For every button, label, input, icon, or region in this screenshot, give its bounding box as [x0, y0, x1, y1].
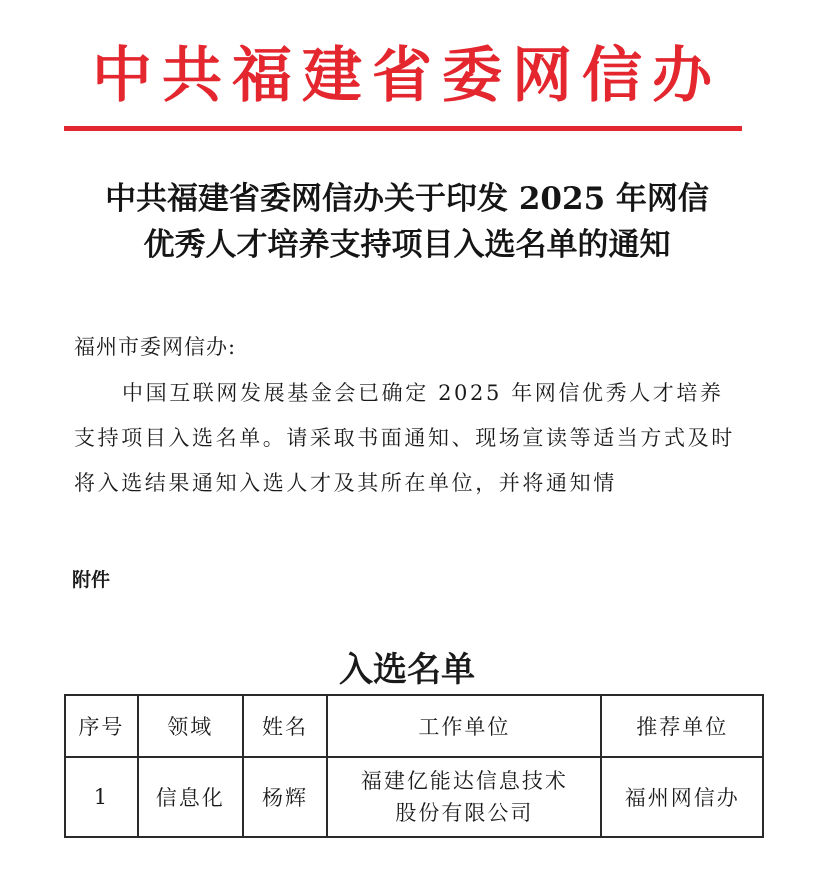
- cell-employer-line-1: 福建亿能达信息技术: [360, 769, 568, 793]
- column-header-recommender: 推荐单位: [601, 695, 763, 757]
- salutation: 福州市委网信办:: [74, 335, 237, 359]
- attachment-label: 附件: [72, 569, 111, 591]
- selection-table: [64, 694, 764, 838]
- letterhead-red-rule: [64, 126, 742, 131]
- column-header-name: 姓名: [243, 695, 328, 757]
- letterhead-title: 中共福建省委网信办: [92, 41, 722, 111]
- body-paragraph: 中国互联网发展基金会已确定 2025 年网信优秀人才培养支持项目入选名单。请采取书面通知、现场宣读等适当方式及时将入选结果通知入选人才及其所在单位，并将通知情: [74, 381, 735, 495]
- document-title: [0, 176, 814, 268]
- cell-employer: [327, 757, 601, 837]
- column-header-employer: 工作单位: [327, 695, 601, 757]
- cell-field: 信息化: [138, 757, 243, 837]
- document-title-line-2: 优秀人才培养支持项目入选名单的通知: [143, 227, 671, 263]
- table-header-row: [65, 695, 763, 757]
- table-row: [65, 757, 763, 837]
- cell-recommender: 福州网信办: [601, 757, 763, 837]
- cell-index: 1: [65, 757, 138, 837]
- cell-employer-line-2: 股份有限公司: [395, 801, 534, 825]
- column-header-index: 序号: [65, 695, 138, 757]
- column-header-field: 领域: [138, 695, 243, 757]
- document-title-line-1: 中共福建省委网信办关于印发 2025 年网信: [105, 181, 709, 217]
- list-title: 入选名单: [339, 650, 475, 690]
- cell-name: 杨辉: [243, 757, 328, 837]
